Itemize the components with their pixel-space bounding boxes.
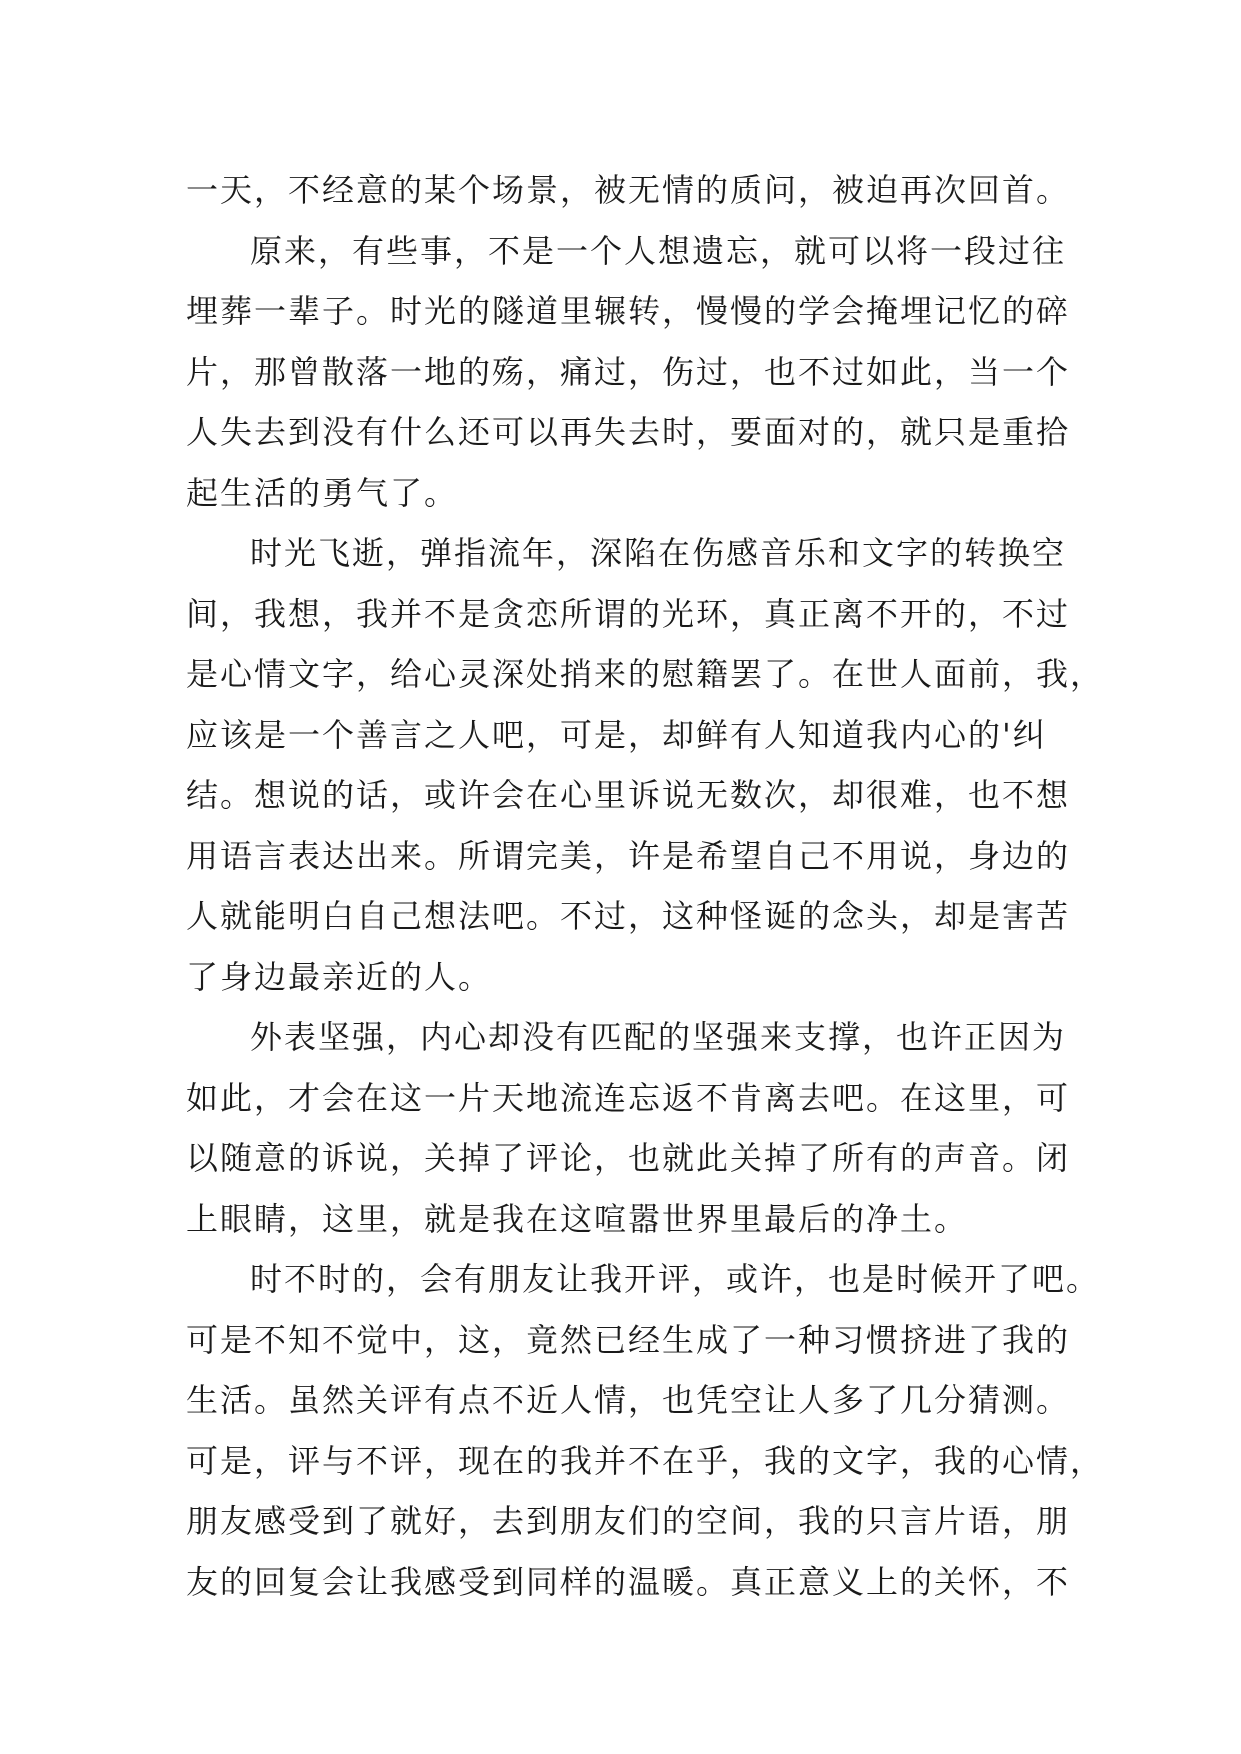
text-line: 间，我想，我并不是贪恋所谓的光环，真正离不开的，不过	[186, 594, 1071, 633]
text-line: 用语言表达出来。所谓完美，许是希望自己不用说，身边的	[186, 836, 1071, 875]
text-line: 友的回复会让我感受到同样的温暖。真正意义上的关怀，不	[186, 1562, 1071, 1601]
body-text	[186, 160, 1105, 1612]
text-line: 可是不知不觉中，这，竟然已经生成了一种习惯挤进了我的	[186, 1320, 1071, 1359]
text-line: 起生活的勇气了。	[186, 473, 459, 512]
text-line: 生活。虽然关评有点不近人情，也凭空让人多了几分猜测。	[186, 1381, 1071, 1419]
paragraph-first-line: 时光飞逝，弹指流年，深陷在伤感音乐和文字的转换空	[250, 534, 1067, 572]
text-line: 上眼睛，这里，就是我在这喧嚣世界里最后的净土。	[186, 1199, 969, 1238]
text-line: 了身边最亲近的人。	[186, 957, 493, 996]
paragraph-first-line: 时不时的，会有朋友让我开评，或许，也是时候开了吧。	[250, 1260, 1101, 1298]
text-line: 人失去到没有什么还可以再失去时，要面对的，就只是重拾	[186, 413, 1071, 451]
text-line: 一天，不经意的某个场景，被无情的质问，被迫再次回首。	[186, 171, 1071, 209]
text-line: 如此，才会在这一片天地流连忘返不肯离去吧。在这里，可	[186, 1078, 1071, 1117]
paragraph-first-line: 原来，有些事，不是一个人想遗忘，就可以将一段过往	[250, 231, 1067, 270]
text-line: 片，那曾散落一地的殇，痛过，伤过，也不过如此，当一个	[186, 352, 1071, 391]
text-line: 是心情文字，给心灵深处捎来的慰籍罢了。在世人面前，我，	[186, 655, 1105, 693]
text-line: 结。想说的话，或许会在心里诉说无数次，却很难，也不想	[186, 776, 1071, 814]
text-line: 人就能明白自己想法吧。不过，这种怪诞的念头，却是害苦	[186, 897, 1071, 935]
text-line: 朋友感受到了就好，去到朋友们的空间，我的只言片语，朋	[186, 1502, 1071, 1540]
text-line: 可是，评与不评，现在的我并不在乎，我的文字，我的心情，	[186, 1441, 1105, 1480]
text-line: 以随意的诉说，关掉了评论，也就此关掉了所有的声音。闭	[186, 1139, 1071, 1177]
paragraph-first-line: 外表坚强，内心却没有匹配的坚强来支撑，也许正因为	[250, 1018, 1067, 1056]
text-line: 埋葬一辈子。时光的隧道里辗转，慢慢的学会掩埋记忆的碎	[186, 292, 1071, 330]
text-line: 应该是一个善言之人吧，可是，却鲜有人知道我内心的'纠	[186, 715, 1047, 754]
